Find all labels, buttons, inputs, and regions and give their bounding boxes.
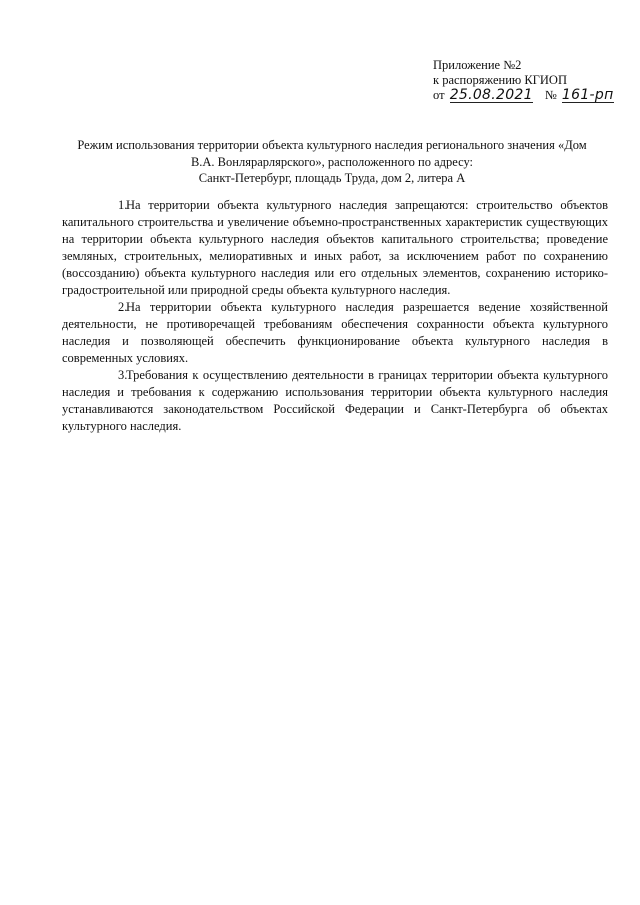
date-prefix: от bbox=[433, 88, 445, 102]
appendix-header bbox=[433, 58, 633, 103]
paragraph-text: Требования к осуществлению деятельности в границах территории объекта культурного наследия и требования к содержанию использования территории объекта культурного наследия устанавливаются законодательством Российской Федерации и Санкт-Петербурга об объектах культурного наследия. bbox=[62, 368, 608, 433]
paragraph-number: 2. bbox=[118, 300, 128, 314]
title-line-1: Режим использования территории объекта культурного наследия регионального значения «Дом bbox=[77, 138, 587, 152]
title-line-3: Санкт-Петербург, площадь Труда, дом 2, литера А bbox=[198, 171, 466, 185]
paragraph-text: На территории объекта культурного наследия запрещаются: строительство объектов капитального строительства и увеличение объемно-пространственных характеристик существующих на территории объекта культурного наследия объектов капитального строительства; проведение земляных, строительных, мелиоративных и иных работ, за исключением работ по сохранению (воссозданию) объекта культурного наследия или его отдельных элементов, сохранению историко-градостроительной или природной среды объекта культурного наследия. bbox=[62, 198, 608, 297]
number-prefix: № bbox=[544, 88, 557, 102]
title-line-2b: рлярского», расположенного по адресу: bbox=[262, 154, 474, 169]
document-body bbox=[62, 197, 608, 435]
title-line-2a: В.А. Вонляра bbox=[190, 154, 263, 169]
paragraph-3 bbox=[62, 367, 608, 435]
appendix-title: Приложение №2 bbox=[433, 58, 522, 72]
paragraph-text: На территории объекта культурного наследия разрешается ведение хозяйственной деятельности, не противоречащей требованиям обеспечения сохранности объекта культурного наследия и позволяющей обеспечить функционирование объекта культурного наследия в современных условиях. bbox=[62, 300, 608, 365]
appendix-reference: к распоряжению КГИОП bbox=[433, 73, 567, 87]
appendix-date-number bbox=[433, 88, 633, 103]
document-title bbox=[58, 137, 606, 187]
handwritten-date: 25.08.2021 bbox=[449, 87, 533, 103]
paragraph-number: 1. bbox=[118, 198, 128, 212]
title-line-2 bbox=[58, 154, 606, 171]
paragraph-number: 3. bbox=[118, 368, 128, 382]
paragraph-1 bbox=[62, 197, 608, 299]
paragraph-2 bbox=[62, 299, 608, 367]
handwritten-number: 161-рп bbox=[561, 87, 614, 103]
